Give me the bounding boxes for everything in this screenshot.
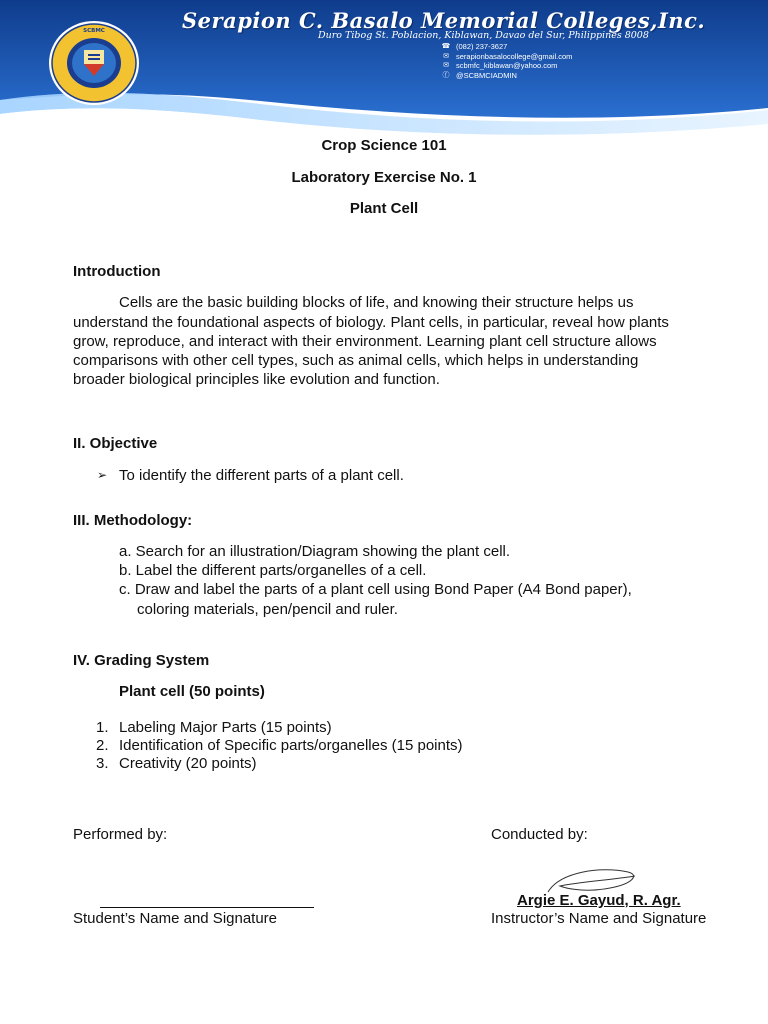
exercise-title: Laboratory Exercise No. 1 bbox=[291, 169, 477, 186]
introduction-line: grow, reproduce, and interact with their environment. Learning plant cell structure allows bbox=[73, 333, 657, 350]
contact-text: @SCBMCIADMIN bbox=[456, 70, 517, 80]
contact-text: (082) 237-3627 bbox=[456, 42, 508, 52]
course-title: Crop Science 101 bbox=[321, 137, 447, 154]
grading-item: Labeling Major Parts (15 points) bbox=[119, 719, 332, 736]
introduction-line: broader biological principles like evolution and function. bbox=[73, 371, 440, 388]
methodology-item: a. Search for an illustration/Diagram showing the plant cell. bbox=[119, 543, 511, 560]
grading-item-number: 2. bbox=[96, 737, 109, 754]
introduction-line: understand the foundational aspects of biology. Plant cells, in particular, reveal how plants bbox=[73, 314, 669, 331]
introduction-line: comparisons with other cell types, such as animal cells, which helps in understanding bbox=[73, 352, 639, 369]
student-signature-caption: Student’s Name and Signature bbox=[73, 910, 278, 927]
grading-item-number: 3. bbox=[96, 755, 109, 772]
college-address: Duro Tibog St. Poblacion, Kiblawan, Davao del Sur, Philippines 8008 bbox=[318, 30, 649, 41]
introduction-heading: Introduction bbox=[73, 263, 161, 280]
methodology-heading: III. Methodology: bbox=[73, 512, 193, 529]
contact-text: serapionbasalocollege@gmail.com bbox=[456, 51, 573, 61]
arrow-bullet-icon: ➢ bbox=[97, 468, 108, 482]
student-signature-line bbox=[100, 907, 314, 908]
grading-item: Identification of Specific parts/organelles (15 points) bbox=[119, 737, 463, 754]
methodology-item-continued: coloring materials, pen/pencil and ruler. bbox=[137, 601, 398, 618]
email-icon: ✉ bbox=[443, 52, 449, 60]
email-icon: ✉ bbox=[443, 62, 449, 70]
objective-heading: II. Objective bbox=[73, 435, 158, 452]
phone-icon: ☎ bbox=[441, 43, 451, 51]
introduction-line: Cells are the basic building blocks of life, and knowing their structure helps us bbox=[119, 294, 634, 311]
svg-text:SCBMC: SCBMC bbox=[83, 28, 105, 34]
college-name: Serapion C. Basalo Memorial Colleges,Inc. bbox=[182, 8, 706, 33]
grading-heading: IV. Grading System bbox=[73, 652, 210, 669]
contact-text: scbmfc_kiblawan@yahoo.com bbox=[456, 61, 558, 71]
performed-by-label: Performed by: bbox=[73, 826, 168, 843]
topic-title: Plant Cell bbox=[349, 200, 419, 217]
methodology-item: b. Label the different parts/organelles of a cell. bbox=[119, 562, 427, 579]
conducted-by-label: Conducted by: bbox=[491, 826, 588, 843]
grading-subheading: Plant cell (50 points) bbox=[119, 683, 265, 700]
grading-item: Creativity (20 points) bbox=[119, 755, 257, 772]
methodology-item: c. Draw and label the parts of a plant cell using Bond Paper (A4 Bond paper), bbox=[119, 581, 632, 598]
objective-item: To identify the different parts of a plant cell. bbox=[119, 467, 404, 484]
grading-item-number: 1. bbox=[96, 719, 109, 736]
instructor-name: Argie E. Gayud, R. Agr. bbox=[517, 892, 681, 909]
instructor-signature-caption: Instructor’s Name and Signature bbox=[491, 910, 707, 927]
facebook-icon: ⓕ bbox=[442, 71, 450, 79]
